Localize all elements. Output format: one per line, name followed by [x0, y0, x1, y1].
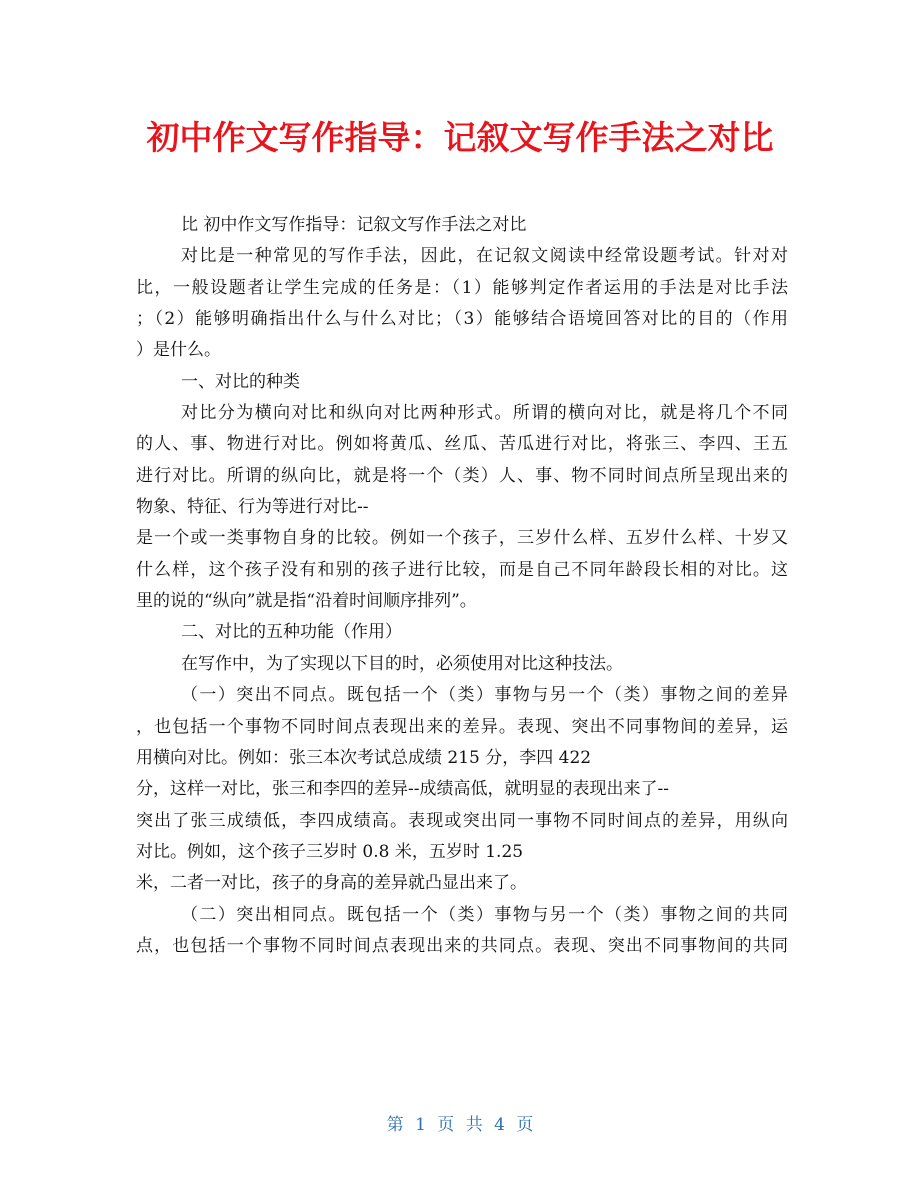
paragraph-line: 进行对比。所谓的纵向比，就是将一个（类）人、事、物不同时间点所呈现出来的: [136, 465, 788, 486]
document-body: [136, 210, 788, 962]
paragraph-line: 物象、特征、行为等进行对比--: [136, 497, 369, 518]
section-heading: 一、对比的种类: [181, 371, 300, 392]
page-number-footer: 第 1 页 共 4 页: [386, 1115, 534, 1135]
paragraph-line: 突出了张三成绩低，李四成绩高。表现或突出同一事物不同时间点的差异，用纵向: [136, 810, 788, 831]
paragraph-line: 对比。例如，这个孩子三岁时 0.8 米，五岁时 1.25: [136, 841, 524, 862]
paragraph-line: 在写作中，为了实现以下目的时，必须使用对比这种技法。: [181, 653, 623, 674]
paragraph-line: 比 初中作文写作指导：记叙文写作手法之对比: [181, 215, 527, 235]
paragraph-line: 里的说的“纵向”就是指“沿着时间顺序排列”。: [136, 591, 477, 612]
paragraph-line: 比，一般设题者让学生完成的任务是：（1）能够判定作者运用的手法是对比手法: [136, 277, 788, 298]
paragraph-line: 什么样，这个孩子没有和别的孩子进行比较，而是自己不同年龄段长相的对比。这: [136, 559, 788, 580]
paragraph-line: 米，二者一对比，孩子的身高的差异就凸显出来了。: [136, 873, 527, 894]
paragraph-line: 对比分为横向对比和纵向对比两种形式。所谓的横向对比，就是将几个不同: [181, 403, 788, 424]
paragraph-line: 是一个或一类事物自身的比较。例如一个孩子，三岁什么样、五岁什么样、十岁又: [136, 528, 788, 549]
paragraph-line: 的人、事、物进行对比。例如将黄瓜、丝瓜、苦瓜进行对比，将张三、李四、王五: [136, 434, 788, 455]
paragraph-line: 对比是一种常见的写作手法，因此，在记叙文阅读中经常设题考试。针对对: [181, 246, 788, 267]
paragraph-line: （一）突出不同点。既包括一个（类）事物与另一个（类）事物之间的差异: [181, 685, 788, 706]
paragraph-line: （二）突出相同点。既包括一个（类）事物与另一个（类）事物之间的共同: [181, 904, 788, 925]
paragraph-line: 用横向对比。例如：张三本次考试总成绩 215 分，李四 422: [136, 747, 592, 768]
section-heading: 二、对比的五种功能（作用）: [181, 622, 402, 643]
paragraph-line: ；（2）能够明确指出什么与什么对比；（3）能够结合语境回答对比的目的（作用: [136, 309, 788, 330]
paragraph-line: 分，这样一对比，张三和李四的差异--成绩高低，就明显的表现出来了--: [136, 779, 669, 800]
paragraph-line: ）是什么。: [136, 340, 221, 361]
paragraph-line: 点，也包括一个事物不同时间点表现出来的共同点。表现、突出不同事物间的共同: [136, 935, 788, 956]
paragraph-line: ，也包括一个事物不同时间点表现出来的差异。表现、突出不同事物间的差异，运: [136, 716, 788, 737]
document-title: 初中作文写作指导：记叙文写作手法之对比: [146, 118, 774, 157]
